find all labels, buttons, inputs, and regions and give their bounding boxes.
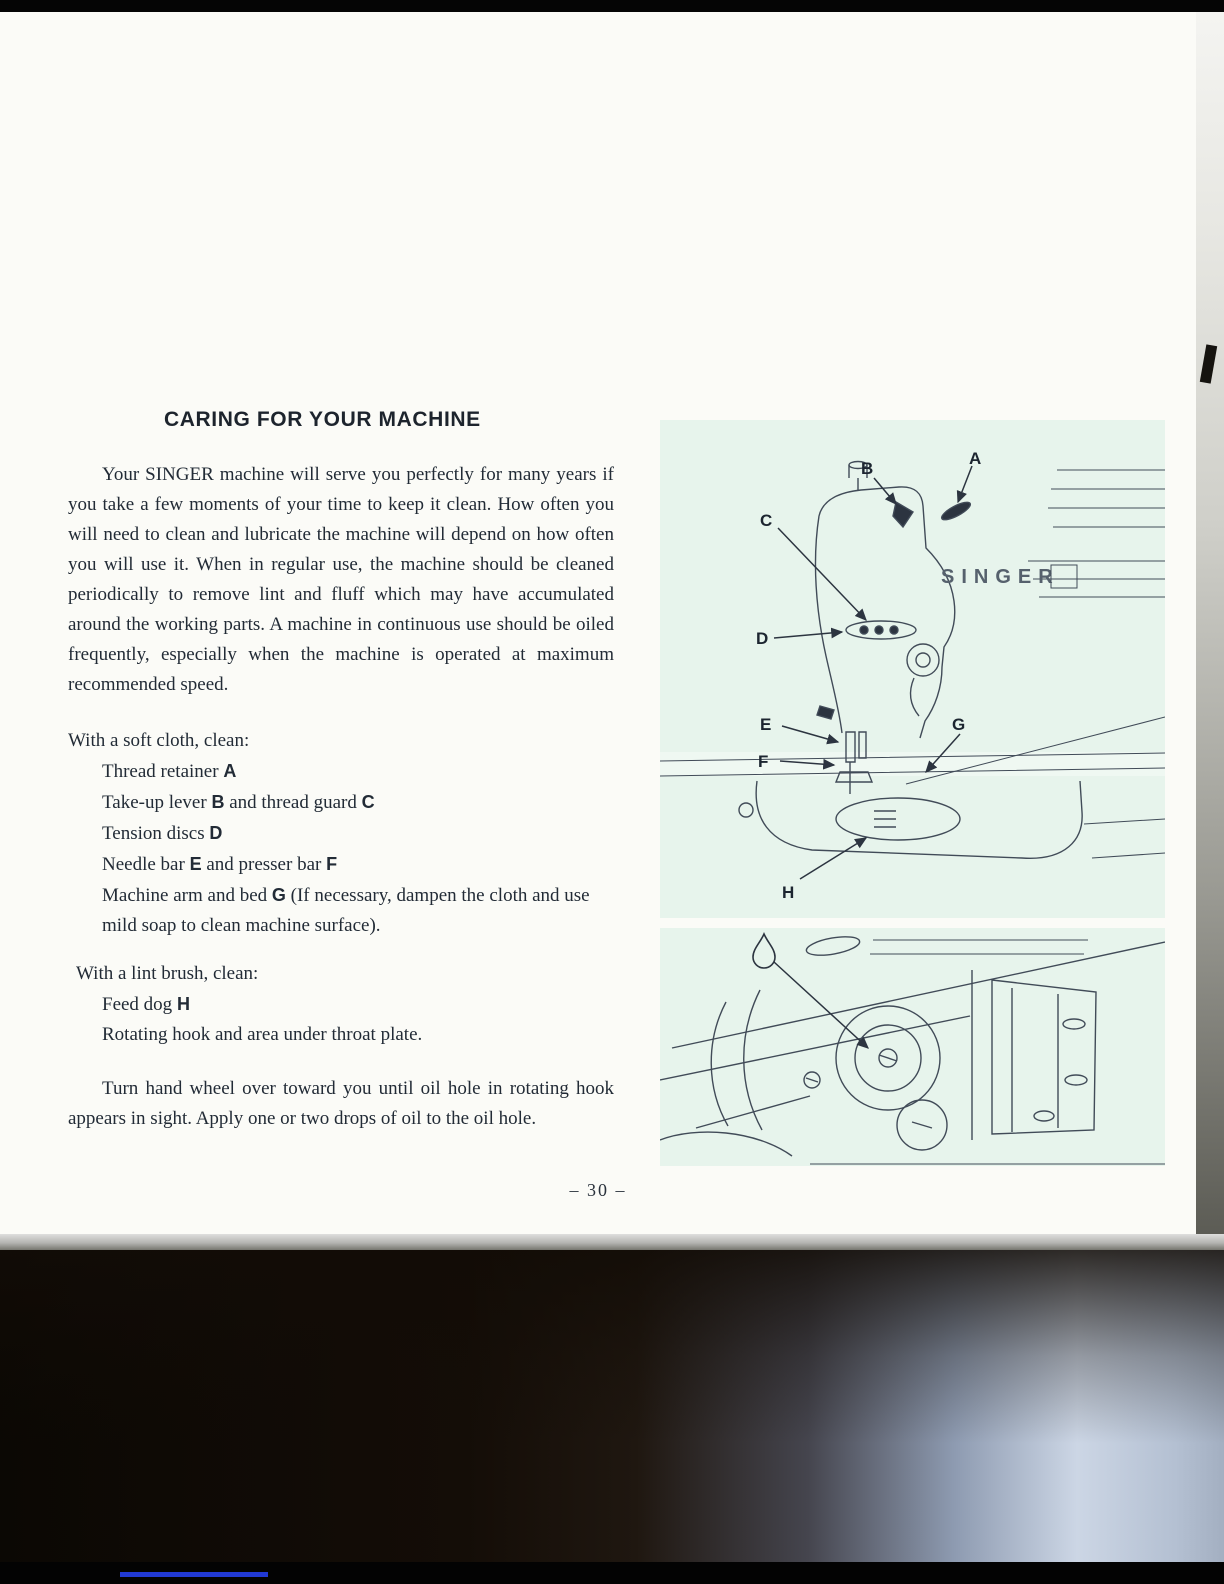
label-c: C <box>760 511 773 530</box>
page-title: CARING FOR YOUR MACHINE <box>164 408 481 431</box>
oiling-paragraph: Turn hand wheel over toward you until oil hole in rotating hook appears in sight. Apply one or two drops of oil to the oil hole. <box>68 1078 614 1129</box>
item-text: Tension discs <box>102 823 210 844</box>
item-text: Feed dog <box>102 994 177 1015</box>
item-text: Machine arm and bed <box>102 885 272 906</box>
hook-line-art <box>660 933 1165 1164</box>
part-letter: D <box>209 823 223 843</box>
page-edge-gradient <box>1196 12 1224 1234</box>
feed-dog <box>874 811 896 827</box>
part-letter: A <box>223 761 237 781</box>
arrow-d <box>774 632 842 638</box>
lint-brush-heading: With a lint brush, clean: <box>76 963 259 984</box>
blue-accent-line <box>120 1572 268 1577</box>
text-column <box>68 408 614 1134</box>
tension-dial <box>907 644 939 676</box>
item-text: Thread retainer <box>102 761 224 782</box>
machine-diagram-panel <box>660 420 1165 918</box>
item-text: Needle bar <box>102 854 190 875</box>
arrow-a <box>958 466 972 502</box>
arrow-c <box>778 528 866 620</box>
item-text: and thread guard <box>224 792 362 813</box>
arrow-b <box>874 478 896 504</box>
list-item <box>68 787 614 818</box>
page-underside-shadow <box>0 1250 1224 1562</box>
label-g: G <box>952 715 966 734</box>
rotating-hook-diagram <box>660 928 1165 1166</box>
soft-cloth-heading: With a soft cloth, clean: <box>68 730 250 751</box>
thread-retainer <box>940 499 973 523</box>
part-letter: G <box>271 885 286 905</box>
part-letter: C <box>361 792 375 812</box>
item-text: Take-up lever <box>102 792 212 813</box>
machine-line-art <box>660 462 1165 859</box>
label-f: F <box>758 752 769 771</box>
arrow-h <box>800 838 866 879</box>
item-text: Rotating hook and area under throat plate. <box>102 1024 423 1045</box>
part-letter: E <box>189 854 202 874</box>
hand-wheel <box>660 1132 792 1156</box>
arrow-e <box>782 726 838 742</box>
label-a: A <box>969 449 982 468</box>
intro-paragraph: Your SINGER machine will serve you perfectly for many years if you take a few moments of your time to keep it clean. How often you will need to clean and lubricate the machine will depend on how often you will use it. When in regular use, the machine should be cleaned periodically to remove lint and fluff which may have accumulated around the working parts. A machine in continuous use should be oiled frequently, especially when the machine is operated at maximum recommended speed. <box>68 464 614 695</box>
list-item <box>68 989 614 1020</box>
label-h: H <box>782 883 795 902</box>
item-text: (If necessary, dampen the cloth and use mild soap to clean machine surface). <box>102 885 590 936</box>
part-letter: F <box>326 854 338 874</box>
take-up-lever <box>893 502 913 527</box>
part-letter: H <box>176 994 190 1014</box>
list-item <box>68 849 614 880</box>
oiling-diagram-panel <box>660 928 1165 1166</box>
list-item <box>68 756 614 787</box>
item-text: and presser bar <box>201 854 327 875</box>
throat-plate <box>836 798 960 840</box>
label-d: D <box>756 629 769 648</box>
part-letter: B <box>211 792 225 812</box>
label-b: B <box>861 459 874 478</box>
list-item <box>68 880 614 941</box>
label-e: E <box>760 715 772 734</box>
list-item <box>68 818 614 849</box>
page-number: – 30 – <box>569 1180 627 1200</box>
machine-bed <box>756 781 1082 858</box>
brand-text: SINGER <box>941 566 1060 588</box>
scan-top-black-bar <box>0 0 1224 12</box>
oil-hole-cover <box>805 933 861 958</box>
list-item <box>68 1020 614 1050</box>
oil-drop-icon <box>753 934 775 968</box>
arrow-oil-hole <box>774 962 868 1048</box>
page-stack-edge <box>0 1234 1224 1250</box>
machine-care-diagram <box>660 420 1165 918</box>
